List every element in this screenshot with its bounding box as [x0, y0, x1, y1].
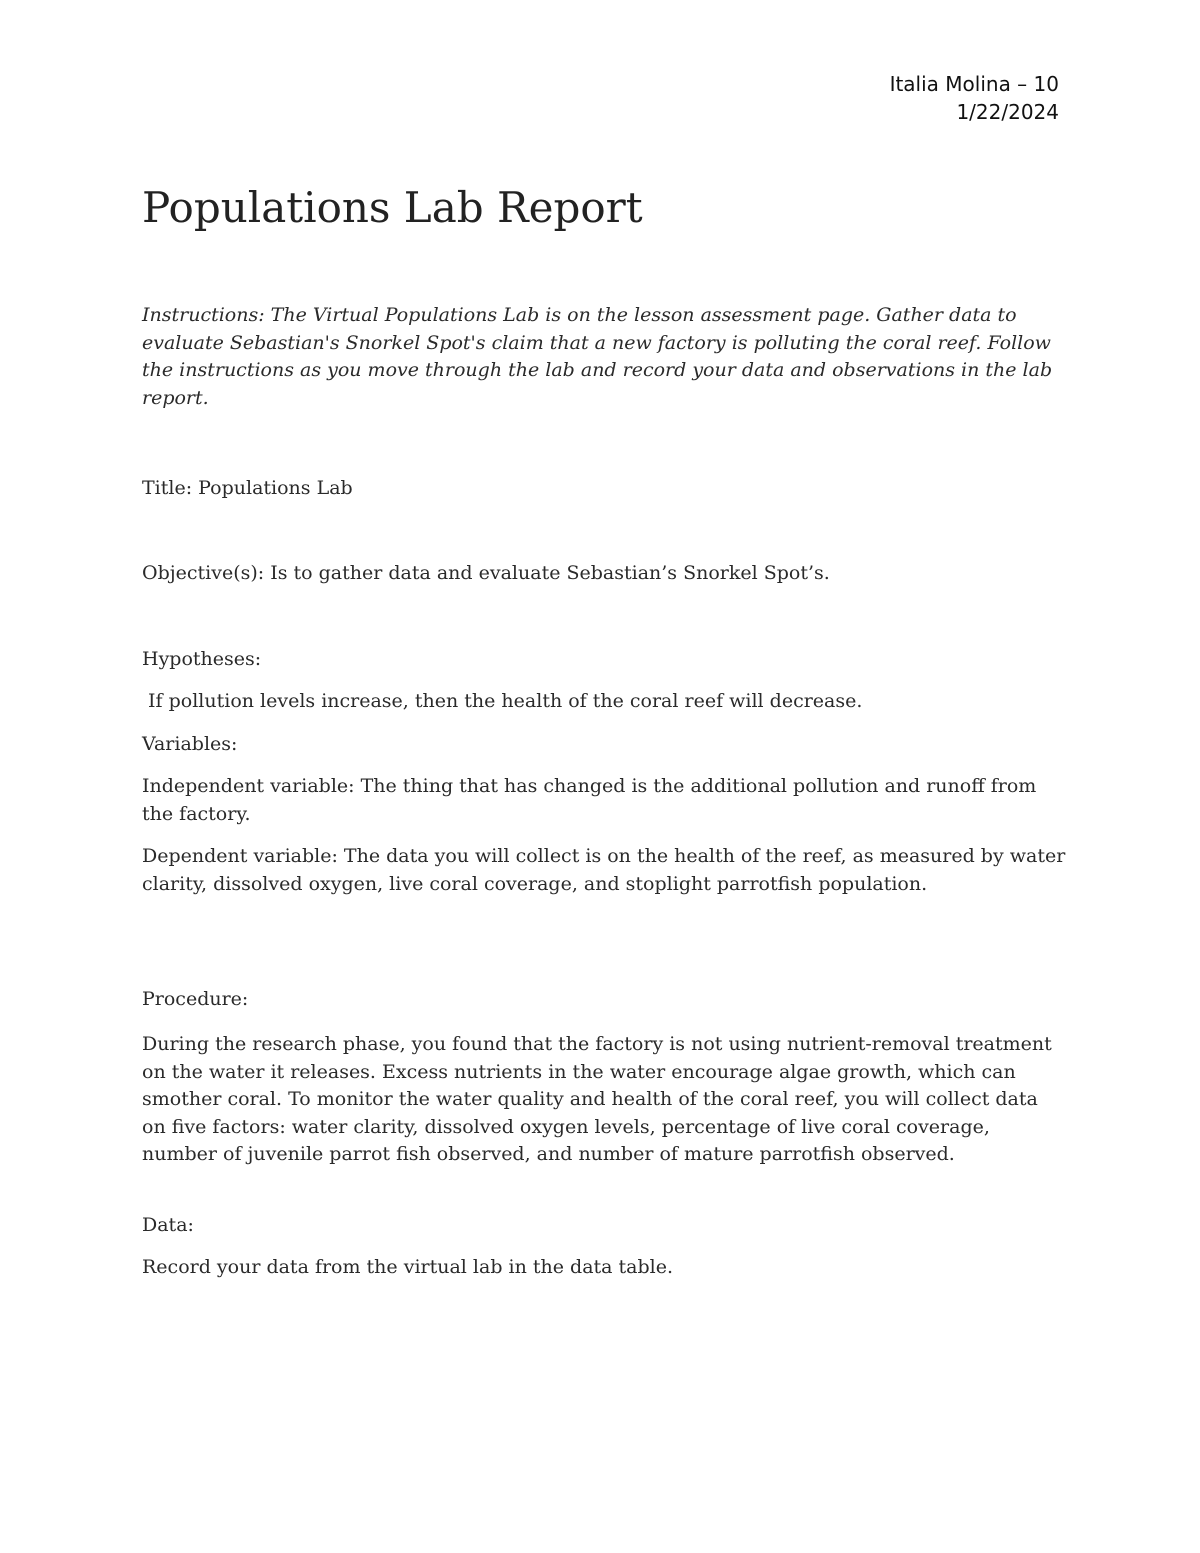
- instructions-paragraph: Instructions: The Virtual Populations Lab is on the lesson assessment page. Gather data to evaluate Sebastian's Snorkel Spot's claim that a new factory is polluting the coral reef. Follow the instructions as you move through the lab and record your data and observations in the lab report.: [142, 304, 1053, 409]
- dependent-variable: Dependent variable: The data you will collect is on the health of the reef, as measured by water clarity, dissolved oxygen, live coral coverage, and stoplight parrotfish population.: [142, 845, 1066, 895]
- hypotheses-label: Hypotheses:: [142, 648, 262, 670]
- variables-label: Variables:: [142, 733, 238, 755]
- author-line: Italia Molina – 10: [889, 72, 1059, 96]
- independent-variable: Independent variable: The thing that has changed is the additional pollution and runoff from the factory.: [142, 775, 1037, 825]
- date-line: 1/22/2024: [956, 100, 1059, 124]
- procedure-paragraph: During the research phase, you found that the factory is not using nutrient-removal treatment on the water it releases. Excess nutrients in the water encourage algae growth, which can smother coral. To monitor the water quality and health of the coral reef, you will collect data on five factors: water clarity, dissolved oxygen levels, percentage of live coral coverage, number of juvenile parrot fish observed, and number of mature parrotfish observed.: [142, 1033, 1052, 1165]
- data-label: Data:: [142, 1214, 194, 1236]
- data-instruction: Record your data from the virtual lab in the data table.: [142, 1256, 674, 1278]
- title-line: Title: Populations Lab: [142, 477, 353, 499]
- objective-line: Objective(s): Is to gather data and evaluate Sebastian’s Snorkel Spot’s.: [142, 562, 830, 584]
- header-block: [890, 70, 1059, 126]
- document-title: Populations Lab Report: [142, 183, 643, 232]
- procedure-label: Procedure:: [142, 988, 249, 1010]
- hypothesis-statement: If pollution levels increase, then the health of the coral reef will decrease.: [142, 690, 863, 712]
